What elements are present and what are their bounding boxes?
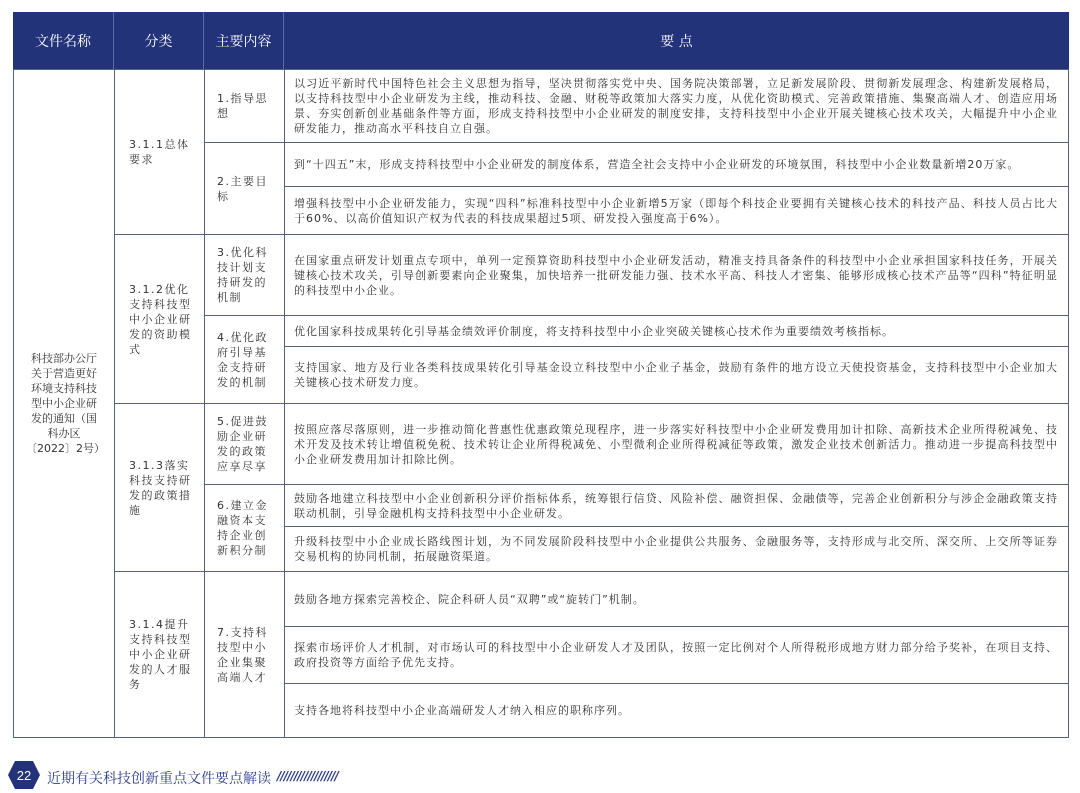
category-label: 3.1.1总体要求 xyxy=(129,138,190,166)
content-label: 1.指导思想 xyxy=(217,92,268,120)
category-label: 3.1.4提升支持科技型中小企业研发的人才服务 xyxy=(129,618,192,691)
content-cell xyxy=(204,571,285,738)
content-label: 4.优化政府引导基金支持研发的机制 xyxy=(217,330,268,389)
category-cell xyxy=(114,69,205,235)
policy-table xyxy=(13,12,1069,738)
key-point-cell xyxy=(284,234,1069,316)
content-label: 7.支持科技型中小企业集聚高端人才 xyxy=(217,625,268,684)
content-cell xyxy=(204,234,285,316)
category-label: 3.1.2优化支持科技型中小企业研发的资助模式 xyxy=(129,282,192,356)
key-point-text: 鼓励各地方探索完善校企、院企科研人员“双聘”或“旋转门”机制。 xyxy=(294,592,645,606)
key-point-text: 升级科技型中小企业成长路线图计划，为不同发展阶段科技型中小企业提供公共服务、金融服务等，支持形成与北交所、深交所、上交所等证券交易机构的协同机制，拓展融资渠道。 xyxy=(294,535,1058,563)
content-label: 5.促进鼓励企业研发的政策应享尽享 xyxy=(217,415,268,473)
key-point-cell xyxy=(284,186,1069,235)
key-point-text: 按照应落尽落原则，进一步推动简化普惠性优惠政策兑现程序，进一步落实好科技型中小企业研发费用加计扣除、高新技术企业所得税减免、技术开发及技术转让增值税免税、技术转让企业所得税减免、小型微利企业所得税减征等政策，激发企业技术创新活力。推动进一步提高科技型中小企业研发费用加计扣除比例。 xyxy=(294,422,1058,466)
key-point-cell xyxy=(284,484,1069,527)
header-main-content: 主要内容 xyxy=(204,12,284,69)
category-label: 3.1.3落实科技支持研发的政策措施 xyxy=(129,458,192,517)
content-label: 2.主要目标 xyxy=(217,174,268,203)
key-point-text: 优化国家科技成果转化引导基金绩效评价制度，将支持科技型中小企业突破关键核心技术作为重要绩效考核指标。 xyxy=(294,324,894,338)
category-cell xyxy=(114,234,205,404)
key-point-text: 探索市场评价人才机制，对市场认可的科技型中小企业研发人才及团队，按照一定比例对个人所得税形成地方财力部分给予奖补，在项目支持、政府投资等方面给予优先支持。 xyxy=(294,641,1058,669)
key-point-text: 支持各地将科技型中小企业高端研发人才纳入相应的职称序列。 xyxy=(294,704,630,717)
page-number-badge xyxy=(7,760,41,790)
key-point-cell xyxy=(284,626,1069,684)
category-cell xyxy=(114,403,205,572)
key-point-cell xyxy=(284,526,1069,572)
key-point-cell xyxy=(284,142,1069,187)
footer-decoration: ////////////////// xyxy=(277,769,338,783)
key-point-text: 鼓励各地建立科技型中小企业创新积分评价指标体系，统筹银行信贷、风险补偿、融资担保、金融债等，完善企业创新积分与涉企金融政策支持联动机制，引导金融机构支持科技型中小企业研发。 xyxy=(294,491,1058,520)
key-point-text: 增强科技型中小企业研发能力，实现“四科”标准科技型中小企业新增5万家（即每个科技企业要拥有关键核心技术的科技产品、科技人员占比大于60%、以高价值知识产权为代表的科技成果超过5项、研发投入强度高于6%）。 xyxy=(294,196,1058,225)
content-cell xyxy=(204,403,285,485)
header-file-name: 文件名称 xyxy=(13,12,114,69)
content-label: 6.建立金融资本支持企业创新积分制 xyxy=(217,499,268,557)
category-cell xyxy=(114,571,205,738)
content-label: 3.优化科技计划支持研发的机制 xyxy=(217,246,268,304)
key-point-text: 支持国家、地方及行业各类科技成果转化引导基金设立科技型中小企业子基金，鼓励有条件的地方设立天使投资基金，支持科技型中小企业加大关键核心技术研发力度。 xyxy=(294,361,1058,389)
key-point-cell xyxy=(284,69,1069,143)
footer-title: 近期有关科技创新重点文件要点解读 xyxy=(47,771,271,787)
content-cell xyxy=(204,315,285,404)
header-category: 分类 xyxy=(114,12,204,69)
key-point-cell xyxy=(284,403,1069,485)
key-point-text: 以习近平新时代中国特色社会主义思想为指导，坚决贯彻落实党中央、国务院决策部署，立足新发展阶段、贯彻新发展理念、构建新发展格局，以支持科技型中小企业研发为主线，推动科技、金融、财税等政策加大落实力度，从优化资助模式、完善政策措施、集聚高端人才、创造应用场景、夯实创新创业基础条件等方面，形成支持科技型中小企业研发的制度安排，支持科技型中小企业开展关键核心技术攻关，大幅提升中小企业研发能力，推动高水平科技自立自强。 xyxy=(294,77,1058,135)
key-point-cell xyxy=(284,315,1069,347)
header-key-points: 要 点 xyxy=(284,12,1069,69)
key-point-text: 在国家重点研发计划重点专项中，单列一定预算资助科技型中小企业研发活动，精准支持具备条件的科技型中小企业承担国家科技任务，开展关键核心技术攻关，引导创新要素向企业聚集，加快培养一批研发能力强、技术水平高、科技人才密集、能够形成核心技术产品等“四科”特征明显的科技型中小企业。 xyxy=(294,253,1058,297)
key-point-cell xyxy=(284,346,1069,404)
key-point-cell xyxy=(284,571,1069,627)
content-cell xyxy=(204,142,285,235)
page-number: 22 xyxy=(16,768,32,783)
key-point-text: 到“十四五”末，形成支持科技型中小企业研发的制度体系，营造全社会支持中小企业研发的环境氛围，科技型中小企业数量新增20万家。 xyxy=(294,158,1020,171)
document-name: 科技部办公厅关于营造更好环境支持科技型中小企业研发的通知（国科办区〔2022〕2号） xyxy=(26,352,105,455)
document-name-cell xyxy=(13,69,115,738)
content-cell xyxy=(204,484,285,572)
key-point-cell xyxy=(284,683,1069,738)
content-cell xyxy=(204,69,285,143)
